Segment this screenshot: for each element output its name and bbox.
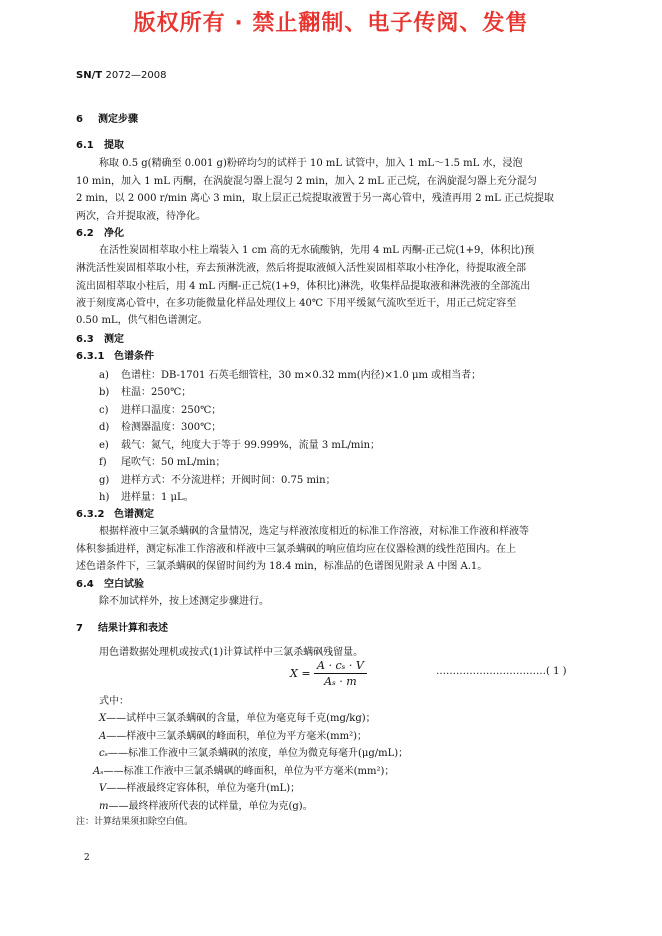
variable-symbol: Aₛ bbox=[93, 766, 104, 777]
list-text: 进样口温度：250℃； bbox=[121, 405, 222, 416]
list-item bbox=[99, 453, 226, 468]
page-number: 2 bbox=[84, 853, 90, 863]
list-item bbox=[99, 488, 194, 503]
standard-number: 2072—2008 bbox=[105, 70, 167, 81]
leader-dots: …………………………… bbox=[436, 666, 546, 677]
section-title: 净化 bbox=[104, 228, 124, 239]
section-6-3-heading bbox=[76, 330, 124, 345]
variable-def bbox=[93, 762, 394, 777]
list-text: 进样方式：不分流进样；开阀时间：0.75 min； bbox=[121, 475, 336, 486]
para-line: 液于刻度离心管中，在多功能微量化样品处理仪上 40℃ 下用平缓氮气流吹至近干，用正己烷定容至 bbox=[76, 298, 517, 309]
standard-prefix: SN/T bbox=[76, 70, 103, 81]
variable-text: ——最终样液所代表的试样量，单位为克(g)。 bbox=[108, 801, 313, 812]
variable-def bbox=[99, 744, 408, 759]
variable-symbol: X bbox=[99, 713, 107, 724]
para-line: 两次，合并提取液，待净化。 bbox=[76, 211, 206, 222]
formula-fraction bbox=[314, 659, 367, 688]
section-title: 测定步骤 bbox=[98, 114, 138, 125]
section-6-3-1-heading bbox=[76, 347, 154, 362]
list-label: g) bbox=[99, 475, 110, 486]
formula-denominator: Aₛ · m bbox=[324, 675, 357, 688]
list-label: d) bbox=[99, 422, 110, 433]
list-label: f) bbox=[99, 457, 107, 468]
list-text: 进样量：1 μL。 bbox=[121, 492, 194, 503]
note: 注：计算结果须扣除空白值。 bbox=[76, 817, 194, 827]
variable-def bbox=[99, 727, 367, 742]
copyright-banner: 版权所有 · 禁止翻制、电子传阅、发售 bbox=[133, 11, 529, 36]
list-item bbox=[99, 401, 221, 416]
section-6-3-2-heading bbox=[76, 505, 154, 520]
list-label: b) bbox=[99, 387, 110, 398]
formula bbox=[290, 659, 367, 688]
section-title: 测定 bbox=[104, 334, 124, 345]
para-line: 10 min，加入 1 mL 丙酮，在涡旋混匀器上混匀 2 min，加入 2 mL 正己烷，在涡旋混匀器上充分混匀 bbox=[76, 176, 537, 187]
variable-def bbox=[99, 797, 313, 812]
list-item bbox=[99, 383, 191, 398]
formula-numerator: A · cₛ · V bbox=[314, 659, 367, 674]
section-number: 6.1 bbox=[76, 140, 94, 151]
section-number: 6.3.2 bbox=[76, 509, 105, 520]
variable-symbol: A bbox=[99, 731, 107, 742]
variable-text: ——样液中三氯杀螨砜的峰面积，单位为平方毫米(mm²)； bbox=[106, 731, 368, 742]
list-item bbox=[99, 436, 380, 451]
section-title: 提取 bbox=[104, 140, 124, 151]
section-number: 6.3 bbox=[76, 334, 94, 345]
para-line: 2 min，以 2 000 r/min 离心 3 min，取上层正己烷提取液置于另一离心管中，残渣再用 2 mL 正己烷提取 bbox=[76, 193, 554, 204]
list-text: 柱温：250℃； bbox=[121, 387, 192, 398]
variable-def bbox=[99, 709, 376, 724]
para-line: 除不加试样外，按上述测定步骤进行。 bbox=[99, 596, 269, 607]
para-line: 称取 0.5 g(精确至 0.001 g)粉碎均匀的试样于 10 mL 试管中，加入 1 mL～1.5 mL 水，浸泡 bbox=[99, 158, 523, 169]
variable-def bbox=[99, 779, 300, 794]
section-title: 空白试验 bbox=[104, 579, 144, 590]
para-line: 根据样液中三氯杀螨砜的含量情况，选定与样液浓度相近的标准工作溶液，对标准工作液和样液等 bbox=[99, 526, 529, 537]
para-line: 体积参插进样，测定标准工作溶液和样液中三氯杀螨砜的响应值均应在仪器检测的线性范围内。在上 bbox=[76, 544, 516, 555]
para-line: 在活性炭固相萃取小柱上端装入 1 cm 高的无水硫酸钠，先用 4 mL 丙酮-正己烷(1+9，体积比)预 bbox=[99, 245, 535, 256]
standard-code bbox=[76, 70, 166, 81]
variable-text: ——标准工作液中三氯杀螨砜的浓度，单位为微克每毫升(μg/mL)； bbox=[107, 748, 409, 759]
list-text: 色谱柱：DB-1701 石英毛细管柱，30 m×0.32 mm(内径)×1.0 μm 或相当者； bbox=[121, 370, 482, 381]
formula-lhs: X = bbox=[290, 667, 311, 680]
formula-leader bbox=[436, 666, 567, 677]
list-text: 尾吹气：50 mL/min； bbox=[121, 457, 226, 468]
variable-text: ——标准工作液中三氯杀螨砜的峰面积，单位为平方毫米(mm²)； bbox=[103, 766, 395, 777]
list-label: e) bbox=[99, 440, 109, 451]
equation-number: ( 1 ) bbox=[546, 666, 567, 677]
variable-text: ——试样中三氯杀螨砜的含量，单位为毫克每千克(mg/kg)； bbox=[106, 713, 376, 724]
section-6-heading bbox=[76, 110, 138, 125]
list-text: 检测器温度：300℃； bbox=[121, 422, 222, 433]
list-item bbox=[99, 471, 336, 486]
variable-symbol: cₛ bbox=[99, 748, 108, 759]
section-number: 6.2 bbox=[76, 228, 94, 239]
section-6-1-heading bbox=[76, 136, 124, 151]
section-7-heading bbox=[76, 619, 168, 634]
list-label: h) bbox=[99, 492, 110, 503]
para-line: 述色谱条件下，三氯杀螨砜的保留时间约为 18.4 min，标准品的色谱图见附录 A 中图 A.1。 bbox=[76, 561, 488, 572]
list-item bbox=[99, 418, 221, 433]
section-title: 色谱测定 bbox=[114, 509, 154, 520]
section-number: 7 bbox=[76, 623, 83, 634]
section-number: 6 bbox=[76, 114, 83, 125]
variable-symbol: V bbox=[99, 783, 107, 794]
list-label: c) bbox=[99, 405, 109, 416]
section-number: 6.3.1 bbox=[76, 351, 105, 362]
section-6-4-heading bbox=[76, 575, 144, 590]
list-item bbox=[99, 366, 481, 381]
para-line: 淋洗活性炭固相萃取小柱，弃去预淋洗液，然后将提取液倾入活性炭固相萃取小柱净化，待提取液全部 bbox=[76, 263, 526, 274]
list-text: 载气：氮气，纯度大于等于 99.999%，流量 3 mL/min； bbox=[121, 440, 381, 451]
section-number: 6.4 bbox=[76, 579, 94, 590]
para-line: 流出固相萃取小柱后，用 4 mL 丙酮-正己烷(1+9，体积比)淋洗，收集样品提取液和淋洗液的全部流出 bbox=[76, 281, 531, 292]
para-line: 用色谱数据处理机或按式(1)计算试样中三氯杀螨砜残留量。 bbox=[99, 647, 364, 658]
section-title: 结果计算和表述 bbox=[98, 623, 168, 634]
section-6-2-heading bbox=[76, 224, 124, 239]
variable-text: ——样液最终定容体积，单位为毫升(mL)； bbox=[106, 783, 301, 794]
variable-symbol: m bbox=[99, 801, 109, 812]
list-label: a) bbox=[99, 370, 109, 381]
where-label: 式中： bbox=[99, 696, 129, 707]
para-line: 0.50 mL，供气相色谱测定。 bbox=[76, 315, 208, 326]
section-title: 色谱条件 bbox=[114, 351, 154, 362]
